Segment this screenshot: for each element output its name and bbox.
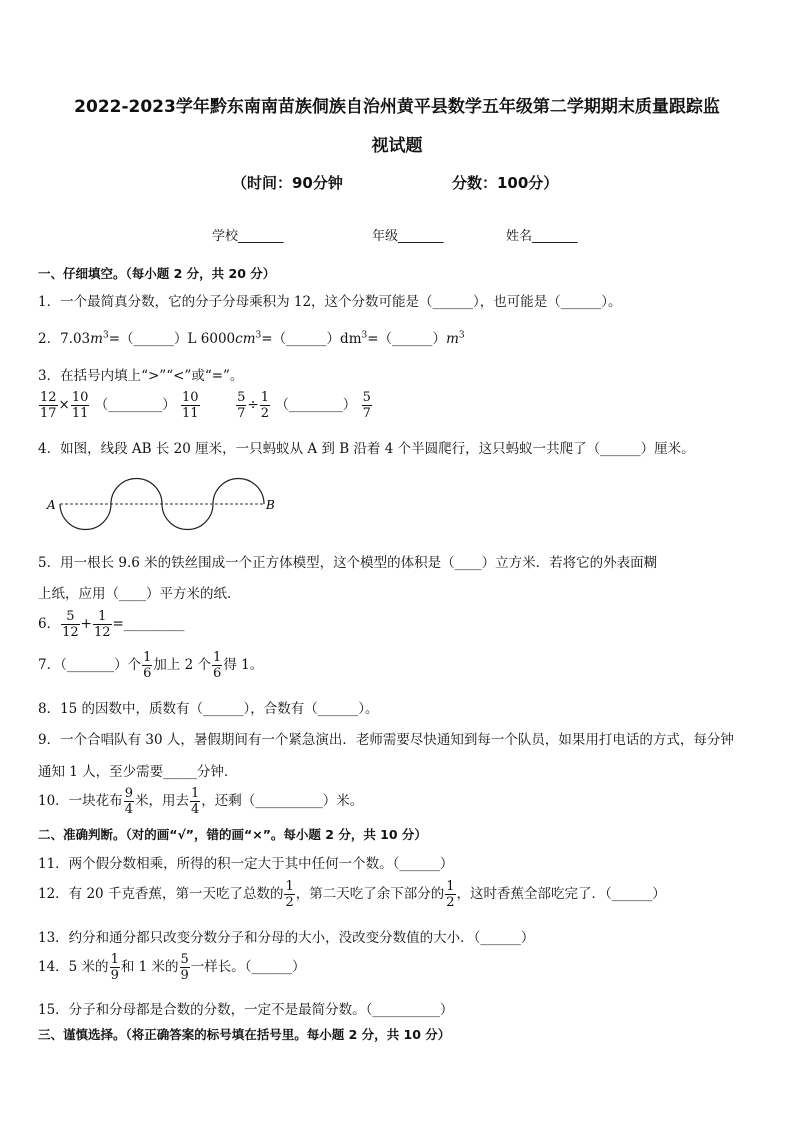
grade-field: 年级_______ xyxy=(372,229,444,244)
question-9-line2: 通知 1 人，至少需要_____分钟． xyxy=(38,764,238,780)
section2-heading: 二、准确判断。（对的画“√”，错的画“×”。每小题 2 分，共 10 分） xyxy=(38,827,427,842)
point-b-label: B xyxy=(266,498,275,512)
question-3: 3．在括号内填上“>”“<”或“=”。 xyxy=(38,368,244,384)
fraction: $\frac{1}{6}$ xyxy=(143,650,152,681)
question-14: 14．5 米的 $\frac{1}{9}$ 和 1 米的 $\frac{5}{9}$ 一样长。（______） xyxy=(38,952,306,983)
question-11: 11．两个假分数相乘，所得的积一定大于其中任何一个数。（______） xyxy=(38,856,454,872)
fraction: $\frac{5}{7}$ xyxy=(362,390,371,421)
question-3-comparisons: $\frac{12}{17}$ × $\frac{10}{11}$ （________） $\frac{10}{11}$ $\frac{5}{7}$ ÷ $\frac{1}{2}$ （________） $\frac{5}{7}$ xyxy=(40,390,371,421)
fraction: $\frac{1}{2}$ xyxy=(285,879,294,910)
fraction: $\frac{9}{4}$ xyxy=(124,786,133,817)
time-info: （时间：90分钟 xyxy=(232,174,343,192)
semicircle-1 xyxy=(60,504,111,530)
fraction: $\frac{1}{6}$ xyxy=(213,650,222,681)
question-7: 7．（_______）个 $\frac{1}{6}$ 加上 2 个 $\frac{1}{6}$ 得 1。 xyxy=(38,650,264,681)
fraction: $\frac{1}{2}$ xyxy=(260,390,270,421)
question-5-line1: 5．用一根长 9.6 米的铁丝围成一个正方体模型，这个模型的体积是（____）立方米．若将它的外表面糊 xyxy=(38,555,658,571)
answer-blank[interactable]: （________） xyxy=(275,397,357,413)
semicircle-2 xyxy=(111,479,162,504)
fraction: $\frac{1}{12}$ xyxy=(93,609,111,640)
question-6: 6． $\frac{5}{12}$ + $\frac{1}{12}$ =_________ xyxy=(38,609,185,640)
fraction: $\frac{1}{2}$ xyxy=(446,879,455,910)
point-a-label: A xyxy=(47,498,56,512)
exam-title-line2: 视试题 xyxy=(371,136,423,156)
question-12: 12．有 20 千克香蕉，第一天吃了总数的 $\frac{1}{2}$ ，第二天吃了余下部分的 $\frac{1}{2}$ ，这时香蕉全部吃完了．（______） xyxy=(38,879,666,910)
fraction: $\frac{10}{11}$ xyxy=(71,390,89,421)
question-5-line2: 上纸，应用（____）平方米的纸． xyxy=(38,586,241,602)
question-4: 4．如图，线段 AB 长 20 厘米，一只蚂蚁从 A 到 B 沿着 4 个半圆爬行，这只蚂蚁一共爬了（______）厘米。 xyxy=(38,441,695,457)
section1-heading: 一、仔细填空。（每小题 2 分，共 20 分） xyxy=(38,266,276,281)
fraction: $\frac{1}{9}$ xyxy=(110,952,119,983)
fraction: $\frac{5}{12}$ xyxy=(62,609,79,640)
school-field: 学校_______ xyxy=(212,229,284,244)
question-8: 8．15 的因数中，质数有（______），合数有（______）。 xyxy=(38,701,379,717)
question-9-line1: 9．一个合唱队有 30 人，暑假期间有一个紧急演出．老师需要尽快通知到每一个队员，如果用打电话的方式，每分钟 xyxy=(38,732,734,748)
section3-heading: 三、谨慎选择。（将正确答案的标号填在括号里。每小题 2 分，共 10 分） xyxy=(38,1027,451,1042)
exam-title-line1: 2022-2023学年黔东南南苗族侗族自治州黄平县数学五年级第二学期期末质量跟踪监 xyxy=(74,97,720,117)
semicircle-4 xyxy=(213,479,264,504)
question-2: 2．$7.03m^3=(\_\_\_\_\_\_)L$ $6000cm^3=(\_\_\_\_\_\_)dm^3=(\_\_\_\_\_\_)m^3$ xyxy=(38,330,465,347)
fraction: $\frac{12}{17}$ xyxy=(40,390,57,421)
answer-blank[interactable]: （________） xyxy=(94,397,176,413)
semicircle-figure xyxy=(44,472,284,536)
fraction: $\frac{5}{7}$ xyxy=(237,390,246,421)
fraction: $\frac{5}{9}$ xyxy=(180,952,189,983)
fraction: $\frac{1}{4}$ xyxy=(190,786,200,817)
question-15: 15．分子和分母都是合数的分数，一定不是最简分数。（__________） xyxy=(38,1002,454,1018)
question-10: 10．一块花布 $\frac{9}{4}$ 米，用去 $\frac{1}{4}$ ，还剩（__________）米。 xyxy=(38,786,364,817)
semicircle-3 xyxy=(162,504,213,530)
fraction: $\frac{10}{11}$ xyxy=(182,390,199,421)
name-field: 姓名_______ xyxy=(506,229,578,244)
score-info: 分数：100分） xyxy=(452,174,559,192)
question-13: 13．约分和通分都只改变分数分子和分母的大小，没改变分数值的大小．（______） xyxy=(38,930,535,946)
question-1: 1．一个最简真分数，它的分子分母乘积为 12，这个分数可能是（______），也可能是（______）。 xyxy=(38,294,622,310)
